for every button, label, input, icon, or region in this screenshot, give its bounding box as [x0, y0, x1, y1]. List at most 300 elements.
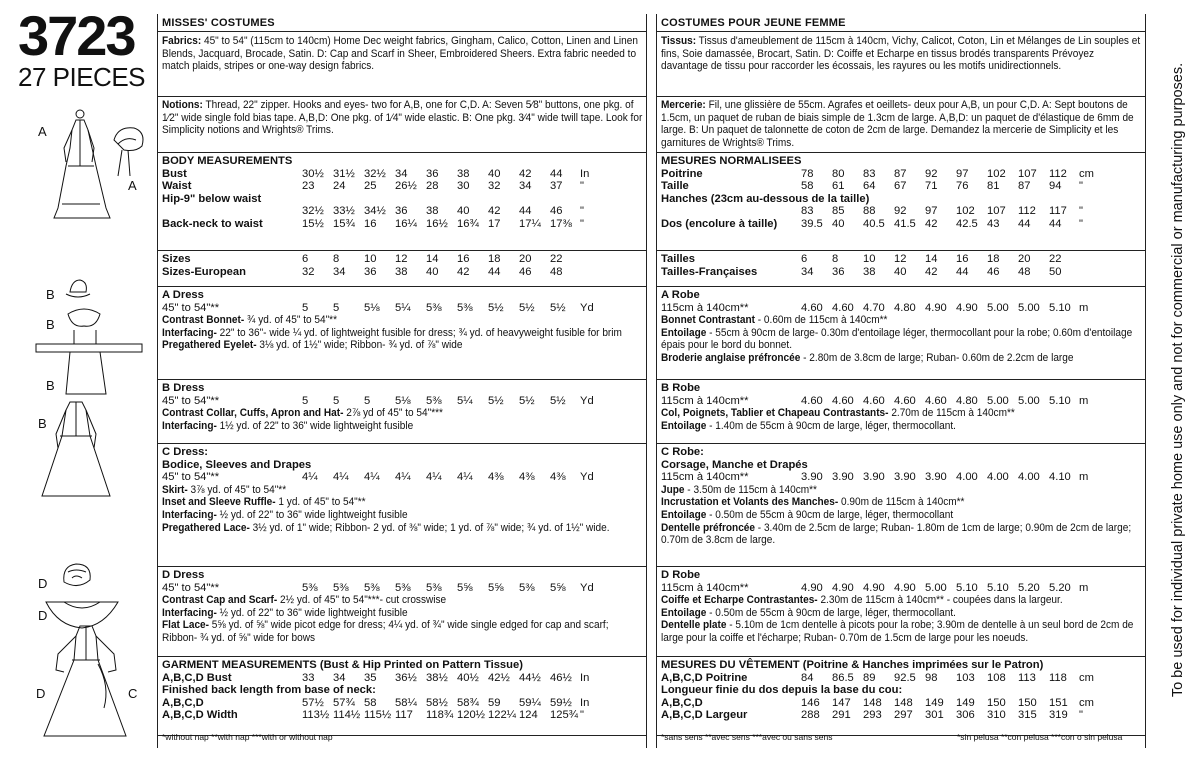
- row-value: 38: [457, 167, 470, 180]
- row-value: 4.60: [832, 301, 854, 314]
- row-value: 150: [987, 696, 1006, 709]
- view-d-lines: [162, 594, 642, 644]
- row-value: 5⅝: [457, 581, 473, 594]
- view-label-b-collar: B: [46, 317, 55, 332]
- row-value: 10: [863, 253, 876, 265]
- row-value: 149: [956, 696, 975, 709]
- row-value: 22: [550, 253, 563, 265]
- robe-c-lines: [661, 484, 1141, 547]
- row-value: 23: [302, 180, 315, 193]
- measure-row: [661, 193, 1141, 206]
- cap-d-illustration: [58, 560, 96, 594]
- row-value: 5¼: [395, 301, 411, 314]
- measure-row: [661, 395, 1141, 408]
- trim-label: Coiffe et Echarpe Contrastantes-: [661, 594, 818, 607]
- trim-line: [162, 314, 642, 327]
- trim-text: 3⅞ yd. of 45" to 54"**: [187, 483, 287, 496]
- pattern-number: 3723: [18, 4, 135, 67]
- row-label: Finished back length from base of neck:: [162, 684, 376, 697]
- row-value: 36: [364, 265, 377, 278]
- row-label: A,B,C,D Poitrine: [661, 671, 748, 684]
- garment-heading: GARMENT MEASUREMENTS (Bust & Hip Printed on Pattern Tissue): [162, 659, 523, 671]
- row-value: 291: [832, 709, 851, 722]
- row-value: 112: [1018, 205, 1036, 218]
- row-value: 4¼: [457, 471, 473, 484]
- view-label-b-dress: B: [38, 416, 47, 431]
- row-value: 5.20: [1049, 581, 1071, 594]
- row-value: 5.20: [1018, 581, 1040, 594]
- row-unit: m: [1079, 581, 1089, 594]
- row-value: 4.80: [894, 301, 916, 314]
- row-label: Back-neck to waist: [162, 217, 263, 230]
- measure-row: [162, 709, 642, 722]
- row-value: 18: [987, 253, 1000, 265]
- row-value: 14: [925, 253, 938, 265]
- row-value: 4.10: [1049, 471, 1071, 484]
- trim-label: Entoilage: [661, 508, 707, 521]
- mesures-rows: [661, 168, 1141, 231]
- row-value: 118: [1049, 671, 1067, 684]
- row-value: 5.10: [987, 581, 1009, 594]
- row-value: 5: [302, 394, 309, 407]
- mercerie-label: Mercerie:: [661, 99, 706, 111]
- row-value: 78: [801, 167, 814, 180]
- trim-label: Flat Lace-: [162, 619, 210, 632]
- trim-text: 5⅝ yd. of ⅝" wide picot edge for dress; 4¼ yd. of ¾" wide single edged for cap and scarf; Ribbon- ¾ yd. of ⅝" wide for bows: [162, 619, 609, 644]
- row-value: 94: [1049, 180, 1062, 193]
- trim-label: Interfacing-: [162, 508, 217, 521]
- row-value: 83: [801, 205, 814, 218]
- row-value: 40: [457, 205, 470, 218]
- trim-text: 2.70m de 115cm à 140cm**: [888, 407, 1015, 420]
- row-unit: ": [580, 709, 584, 722]
- row-value: 8: [333, 253, 340, 265]
- row-value: 25: [364, 180, 377, 193]
- row-value: 10: [364, 253, 377, 265]
- trim-label: Interfacing-: [162, 419, 217, 432]
- row-unit: m: [1079, 471, 1089, 484]
- row-value: 148: [863, 696, 882, 709]
- row-value: 5⅜: [395, 581, 411, 594]
- view-c-title: C Dress:: [162, 446, 209, 458]
- row-label: 115cm à 140cm**: [661, 301, 749, 314]
- trim-text: - 2.80m de 3.8cm de large; Ruban- 0.60m de 2.2cm de large: [800, 351, 1074, 364]
- french-heading: COSTUMES POUR JEUNE FEMME: [657, 14, 1145, 32]
- row-label: Dos (encolure à taille): [661, 217, 778, 230]
- trim-label: Interfacing-: [162, 326, 217, 339]
- row-value: 44: [956, 265, 969, 278]
- row-value: 310: [987, 709, 1006, 722]
- robe-a-title: A Robe: [661, 289, 700, 301]
- row-value: 42½: [488, 671, 510, 684]
- row-label: Taille: [661, 180, 689, 193]
- trim-label: Contrast Bonnet-: [162, 314, 245, 327]
- trim-text: ½ yd. of 22" to 36" wide lightweight fusible: [216, 508, 408, 521]
- trim-text: - 55cm à 90cm de large- 0.30m d'entoilage léger, thermocollant pour la robe; 0.60m d'entoilage épais pour le bord du bonnet.: [661, 326, 1133, 352]
- usage-notice-text: To be used for individual private home use only and not for commercial or manufacturing purposes.: [1170, 62, 1186, 698]
- row-value: 5.00: [1018, 301, 1040, 314]
- measure-row: [661, 180, 1141, 193]
- row-value: 83: [863, 167, 876, 180]
- measure-row: [162, 302, 642, 315]
- row-value: 4.90: [956, 301, 978, 314]
- row-value: 5½: [488, 394, 504, 407]
- row-value: 4.90: [832, 581, 854, 594]
- row-value: 114½: [333, 709, 361, 722]
- measure-row: [162, 180, 642, 193]
- body-rows: [162, 168, 642, 231]
- row-value: 5.10: [1049, 394, 1071, 407]
- measure-row: [162, 697, 642, 710]
- robe-b-metrage: [661, 395, 1141, 408]
- row-value: 92: [894, 205, 907, 218]
- row-value: 35: [364, 671, 377, 684]
- row-value: 5⅜: [426, 301, 442, 314]
- trim-line: [162, 407, 642, 420]
- robe-a-lines: [661, 314, 1141, 364]
- row-value: 5: [364, 394, 371, 407]
- row-value: 5: [302, 301, 309, 314]
- trim-text: - 5.10m de 1cm dentelle à picots pour la robe; 3.90m de dentelle à un seul bord de 2cm de large pour la coiffe et l'écharpe; Ruban- 0.70m de 1.5cm de large pour les noeuds.: [661, 619, 1134, 644]
- view-b-yardage: [162, 395, 642, 408]
- view-label-b-hat: B: [46, 287, 55, 302]
- row-value: 113: [1018, 671, 1036, 684]
- fabrics-label: Fabrics:: [162, 35, 202, 47]
- fabrics-section: [158, 33, 646, 97]
- measure-row: [661, 302, 1141, 315]
- row-value: 59: [488, 696, 501, 709]
- trim-label: Skirt-: [162, 483, 188, 496]
- row-value: 5⅜: [333, 581, 349, 594]
- row-value: 103: [956, 671, 975, 684]
- row-value: 3.90: [863, 471, 885, 484]
- row-label: 45" to 54"**: [162, 581, 220, 594]
- row-value: 4.00: [956, 471, 978, 484]
- row-value: 58: [364, 696, 377, 709]
- row-value: 8: [832, 253, 839, 265]
- mesures-heading: MESURES NORMALISEES: [661, 155, 802, 167]
- trim-line: [162, 607, 642, 620]
- view-b-lines: [162, 407, 642, 432]
- row-value: 16: [364, 217, 377, 230]
- row-value: 17¼: [519, 217, 541, 230]
- tissus-label: Tissus:: [661, 35, 697, 47]
- measure-row: [162, 193, 642, 206]
- row-value: 4.70: [863, 301, 885, 314]
- row-value: 36½: [395, 671, 417, 684]
- row-label: 115cm à 140cm**: [661, 394, 749, 407]
- row-label: Hanches (23cm au-dessous de la taille): [661, 192, 870, 205]
- row-unit: Yd: [580, 581, 594, 594]
- row-value: 3.90: [832, 471, 854, 484]
- trim-line: [162, 522, 642, 535]
- view-c-yardage: [162, 471, 642, 484]
- row-value: 4.60: [863, 394, 885, 407]
- measure-row: [661, 471, 1141, 484]
- row-value: 112: [1049, 167, 1067, 180]
- row-value: 44½: [519, 671, 541, 684]
- row-value: 301: [925, 709, 944, 722]
- row-value: 15½: [302, 217, 324, 230]
- body-measurements-section: [158, 153, 646, 251]
- row-value: 38: [426, 205, 439, 218]
- row-value: 5½: [519, 394, 535, 407]
- notions-text: Thread, 22" zipper. Hooks and eyes- two for A,B, one for C,D. A: Seven 5⁄8" buttons, one pkg. of 1⁄2" wide single fold bias tape. A,B,D: One pkg. of 1⁄4" wide elastic. B: One pkg. 3⁄4" wide twill tape. Look for Simplicity notions and Wrights® Trims.: [162, 99, 643, 137]
- row-label: A,B,C,D: [162, 696, 204, 709]
- row-value: 5⅝: [488, 581, 504, 594]
- row-value: 34: [333, 265, 346, 278]
- row-value: 147: [832, 696, 851, 709]
- view-a-section: [158, 287, 646, 380]
- trim-label: Broderie anglaise préfroncée: [661, 351, 801, 364]
- mercerie-text: Fil, une glissière de 55cm. Agrafes et oeillets- deux pour A,B, un pour C,D. A: Sept boutons de 1.5cm, un paquet de ruban de biais simple de 1.3cm de large. A,B,D: un paquet de d'élastique de 6mm de large. B: Un paquet de talonnette de coton de 2cm de large. Demandez la mercerie de Simplicity et les garnitures de Wrights® Trims.: [661, 99, 1134, 149]
- view-c-subtitle: Bodice, Sleeves and Drapes: [162, 458, 312, 471]
- row-value: 59¼: [519, 696, 541, 709]
- row-value: 5½: [550, 301, 566, 314]
- trim-text: - 0.50m de 55cm à 90cm de large, léger, thermocollant.: [706, 606, 956, 619]
- row-value: 67: [894, 180, 907, 193]
- row-value: 14: [426, 253, 439, 265]
- robe-b-title: B Robe: [661, 382, 701, 394]
- mercerie-section: [657, 97, 1145, 153]
- tissus-text: Tissus d'ameublement de 115cm à 140cm, Vichy, Calicot, Coton, Lin et Mélanges de Lin souples et fins, Soie damassée, Brocart, Satin. D: Coiffe et Echarpe en tissus brodés transparents Prévoyez davantage de tissu pour raccorder les écossais, les rayures ou les motifs unidirectionnels.: [661, 35, 1141, 73]
- row-value: 15¾: [333, 217, 355, 230]
- view-label-d-dress: D: [36, 686, 46, 701]
- trim-label: Dentelle préfroncée: [661, 521, 756, 534]
- row-label: 45" to 54"**: [162, 301, 220, 314]
- row-value: 24: [333, 180, 346, 193]
- measure-row: [162, 672, 642, 685]
- trim-line: [661, 314, 1141, 327]
- row-unit: cm: [1079, 696, 1094, 709]
- row-value: 5: [333, 301, 340, 314]
- row-value: 97: [956, 167, 969, 180]
- trim-text: 1½ yd. of 22" to 36" wide lightweight fusible: [216, 419, 414, 432]
- row-value: 4.90: [925, 301, 947, 314]
- trim-line: [162, 509, 642, 522]
- row-value: 40½: [457, 671, 479, 684]
- row-value: 20: [519, 253, 532, 265]
- row-value: 18: [488, 253, 501, 265]
- row-value: 17⅜: [550, 217, 572, 230]
- row-value: 44: [519, 205, 532, 218]
- row-value: 48: [1018, 265, 1031, 278]
- view-label-c-dress: C: [128, 686, 138, 701]
- row-value: 26½: [395, 180, 417, 193]
- row-value: 89: [863, 671, 876, 684]
- row-value: 44: [488, 265, 501, 278]
- row-value: 4.00: [1018, 471, 1040, 484]
- row-value: 41.5: [894, 217, 916, 230]
- trim-text: 0.90m de 115cm à 140cm**: [838, 496, 965, 509]
- measure-row: [661, 684, 1141, 697]
- english-footnote: *without nap **with nap ***with or without nap: [162, 732, 333, 742]
- row-label: 45" to 54"**: [162, 394, 220, 407]
- row-unit: cm: [1079, 167, 1094, 180]
- row-value: 4¼: [364, 471, 380, 484]
- trim-line: [162, 339, 642, 352]
- row-value: 12: [894, 253, 907, 265]
- measure-row: [162, 395, 642, 408]
- row-label: A,B,C,D: [661, 696, 703, 709]
- row-value: 58¾: [457, 696, 479, 709]
- row-value: 80: [832, 167, 845, 180]
- measure-row: [661, 218, 1141, 231]
- row-unit: m: [1079, 394, 1089, 407]
- row-value: 5½: [550, 394, 566, 407]
- view-label-d-scarf: D: [38, 608, 48, 623]
- row-unit: m: [1079, 301, 1089, 314]
- row-value: 59½: [550, 696, 572, 709]
- trim-label: Dentelle plate: [661, 619, 727, 632]
- row-value: 30½: [302, 167, 324, 180]
- row-value: 61: [832, 180, 845, 193]
- row-value: 40: [832, 217, 845, 230]
- row-label: Tailles-Françaises: [661, 265, 758, 278]
- row-value: 20: [1018, 253, 1031, 265]
- trim-text: - 0.60m de 115cm à 140cm**: [754, 314, 888, 327]
- row-value: 5.00: [987, 394, 1009, 407]
- row-value: 87: [894, 167, 907, 180]
- row-value: 87: [1018, 180, 1031, 193]
- robe-a-metrage: [661, 302, 1141, 315]
- trim-label: Entoilage: [661, 606, 707, 619]
- row-value: 5⅜: [426, 581, 442, 594]
- row-value: 107: [987, 205, 1006, 218]
- row-value: 50: [1049, 265, 1062, 278]
- trim-label: Col, Poignets, Tablier et Chapeau Contrastants-: [661, 407, 889, 420]
- row-value: 34: [395, 167, 408, 180]
- row-value: 4.60: [925, 394, 947, 407]
- trim-line: [661, 607, 1141, 620]
- view-a-yardage: [162, 302, 642, 315]
- trim-text: 3½ yd. of 1" wide; Ribbon- 2 yd. of ⅜" wide; 1 yd. of ⅞" wide; ¾ yd. of 1½" wide.: [249, 521, 610, 534]
- row-label: A,B,C,D Bust: [162, 671, 232, 684]
- view-a-lines: [162, 314, 642, 352]
- trim-text: - 0.50m de 55cm à 90cm de large, léger, thermocollant: [706, 508, 954, 521]
- row-value: 57¾: [333, 696, 355, 709]
- row-value: 288: [801, 709, 820, 722]
- row-value: 57½: [302, 696, 324, 709]
- trim-line: [162, 594, 642, 607]
- row-value: 33: [302, 671, 315, 684]
- row-value: 81: [987, 180, 1000, 193]
- trim-line: [162, 619, 642, 644]
- row-unit: ": [580, 180, 584, 193]
- view-d-section: [158, 567, 646, 657]
- garment-rows: [162, 672, 642, 722]
- row-value: 12: [395, 253, 408, 265]
- row-value: 92: [925, 167, 938, 180]
- row-value: 44: [1018, 217, 1031, 230]
- row-value: 146: [801, 696, 820, 709]
- measure-row: [162, 218, 642, 231]
- row-value: 16: [956, 253, 969, 265]
- trim-line: [661, 509, 1141, 522]
- row-value: 5.10: [956, 581, 978, 594]
- row-value: 149: [925, 696, 944, 709]
- row-label: Sizes-European: [162, 265, 246, 278]
- row-value: 42: [457, 265, 470, 278]
- row-label: Waist: [162, 180, 192, 193]
- row-value: 5⅛: [395, 394, 411, 407]
- measure-row: [162, 582, 642, 595]
- row-value: 16: [457, 253, 470, 265]
- robe-a-section: [657, 287, 1145, 380]
- row-value: 5½: [519, 301, 535, 314]
- row-value: 5½: [488, 301, 504, 314]
- row-value: 86.5: [832, 671, 854, 684]
- robe-c-metrage: [661, 471, 1141, 484]
- row-value: 5¼: [457, 394, 473, 407]
- row-value: 42.5: [956, 217, 978, 230]
- row-value: 31½: [333, 167, 355, 180]
- row-value: 42: [925, 217, 938, 230]
- row-value: 5⅛: [364, 301, 380, 314]
- row-unit: ": [580, 205, 584, 218]
- measure-row: [661, 697, 1141, 710]
- measure-row: [162, 684, 642, 697]
- french-column: [656, 14, 1146, 748]
- row-value: 16¼: [395, 217, 417, 230]
- row-value: 4¼: [395, 471, 411, 484]
- french-footnote: *sans sens **avec sens ***avec ou sans sens: [661, 732, 833, 742]
- row-value: 37: [550, 180, 563, 193]
- trim-label: Entoilage: [661, 326, 707, 339]
- row-value: 28: [426, 180, 439, 193]
- trim-label: Incrustation et Volants des Manches-: [661, 496, 839, 509]
- measure-row: [661, 582, 1141, 595]
- notions-section: [158, 97, 646, 153]
- row-value: 4.00: [987, 471, 1009, 484]
- view-b-title: B Dress: [162, 382, 205, 394]
- view-c-lines: [162, 484, 642, 534]
- robe-c-subtitle: Corsage, Manche et Drapés: [661, 458, 808, 471]
- vetement-rows: [661, 672, 1141, 722]
- trim-line: [661, 594, 1141, 607]
- row-value: 32½: [364, 167, 386, 180]
- row-value: 97: [925, 205, 938, 218]
- trim-line: [162, 496, 642, 509]
- row-label: Poitrine: [661, 167, 703, 180]
- tailles-section: [657, 251, 1145, 287]
- vetement-heading: MESURES DU VÊTEMENT (Poitrine & Hanches imprimées sur le Patron): [661, 659, 1044, 671]
- row-value: 3.90: [801, 471, 823, 484]
- row-value: 4.90: [894, 581, 916, 594]
- row-value: 98: [925, 671, 938, 684]
- row-label: A,B,C,D Width: [162, 709, 238, 722]
- row-value: 39.5: [801, 217, 823, 230]
- trim-label: Contrast Collar, Cuffs, Apron and Hat-: [162, 407, 344, 420]
- measure-row: [162, 266, 642, 279]
- row-unit: ": [580, 217, 584, 230]
- row-value: 4¼: [302, 471, 318, 484]
- body-heading: BODY MEASUREMENTS: [162, 155, 293, 167]
- row-unit: Yd: [580, 471, 594, 484]
- row-value: 4¼: [333, 471, 349, 484]
- trim-label: Entoilage: [661, 419, 707, 432]
- view-d-yardage: [162, 582, 642, 595]
- trim-label: Pregathered Lace-: [162, 521, 250, 534]
- row-value: 4⅜: [488, 471, 504, 484]
- row-value: 33½: [333, 205, 355, 218]
- trim-text: 2.30m de 115cm à 140cm** - coupées dans la largeur.: [817, 594, 1063, 607]
- row-value: 108: [987, 671, 1006, 684]
- view-b-section: [158, 380, 646, 444]
- row-value: 148: [894, 696, 913, 709]
- trim-text: ¾ yd. of 45" to 54"**: [244, 314, 338, 327]
- view-c-section: [158, 444, 646, 567]
